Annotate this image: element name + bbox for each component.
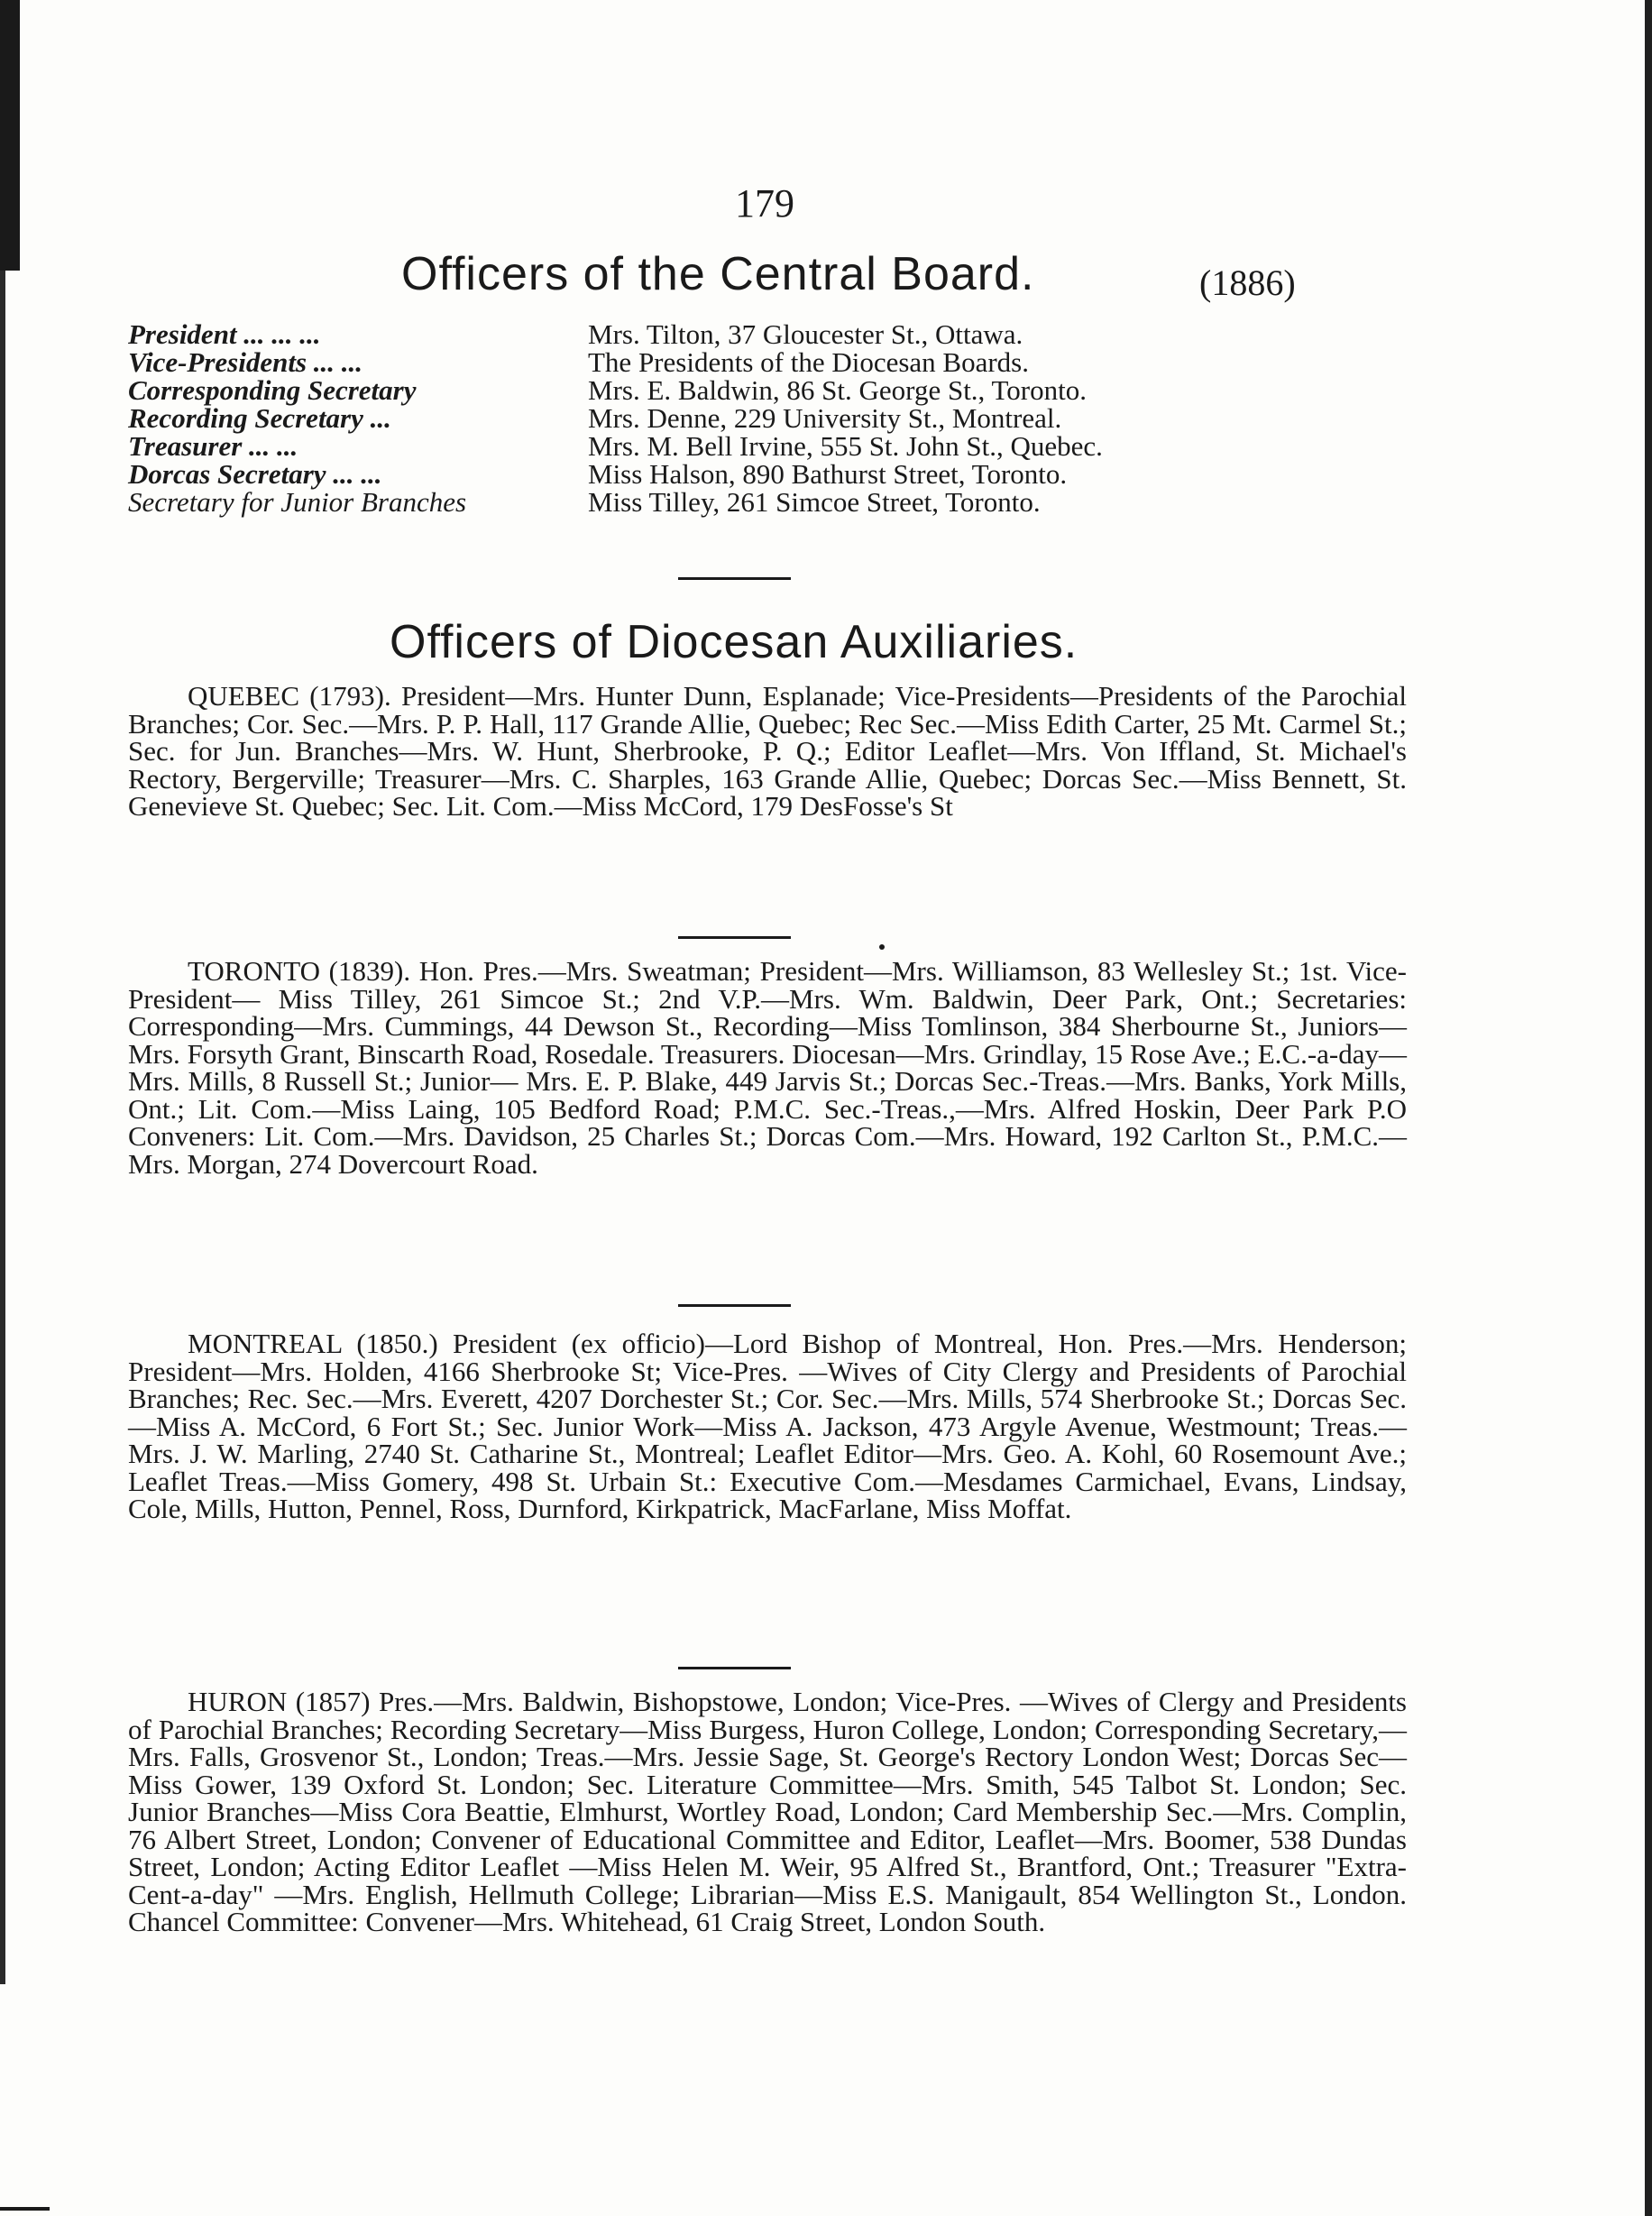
officer-role: Secretary for Junior Branches (128, 486, 467, 518)
officer-row (128, 460, 1336, 488)
toronto-section (128, 955, 1407, 1180)
section-divider (678, 936, 791, 939)
central-board-heading: Officers of the Central Board. (401, 248, 1035, 300)
officer-row (128, 404, 1336, 432)
page-number: 179 (735, 181, 794, 225)
officer-name: Mrs. E. Baldwin, 86 St. George St., Toronto. (588, 374, 1087, 406)
section-divider (678, 1304, 791, 1307)
officer-name: Miss Tilley, 261 Simcoe Street, Toronto. (588, 486, 1041, 518)
officer-role: President ... ... ... (128, 318, 321, 350)
officer-row (128, 376, 1336, 404)
officer-name: Miss Halson, 890 Bathurst Street, Toronto. (588, 458, 1068, 490)
scan-edge-left (0, 0, 20, 271)
officer-row (128, 432, 1336, 460)
officer-role: Vice-Presidents ... ... (128, 346, 363, 378)
central-board-year: (1886) (1199, 262, 1296, 303)
scan-edge-right (1645, 0, 1652, 2216)
section-divider (678, 1667, 791, 1669)
officer-role: Recording Secretary ... (128, 402, 391, 434)
officer-role: Treasurer ... ... (128, 430, 298, 462)
scan-bottom-mark (0, 2207, 50, 2211)
scan-edge-left-thin (0, 271, 5, 1984)
officer-name: Mrs. Denne, 229 University St., Montreal. (588, 402, 1062, 434)
officer-name: Mrs. M. Bell Irvine, 555 St. John St., Quebec. (588, 430, 1103, 462)
toronto-text: TORONTO (1839). Hon. Pres.—Mrs. Sweatman; President—Mrs. Williamson, 83 Wellesley St.; 1st. Vice-President— Miss Tilley, 261 Simcoe St.; 2nd V.P.—Mrs. Wm. Baldwin, Deer Park, Ont.; Secretaries: Corresponding—Mrs. Cummings, 44 Dewson St., Recording—Miss Tomlinson, 384 Sherbourne St., Juniors—Mrs. Forsyth Grant, Binscarth Road, Rosedale. Treasurers. Diocesan—Mrs. Grindlay, 15 Rose Ave.; E.C.-a-day—Mrs. Mills, 8 Russell St.; Junior— Mrs. E. P. Blake, 449 Jarvis St.; Dorcas Sec.-Treas.—Mrs. Banks, York Mills, Ont.; Lit. Com.—Miss Laing, 105 Bedford Road; P.M.C. Sec.-Treas.,—Mrs. Alfred Hoskin, Deer Park P.O Conveners: Lit. Com.—Mrs. Davidson, 25 Charles St.; Dorcas Com.—Mrs. Howard, 192 Carlton St., P.M.C.—Mrs. Morgan, 274 Dovercourt Road. (128, 955, 1407, 1180)
diocesan-heading: Officers of Diocesan Auxiliaries. (390, 616, 1078, 668)
section-divider (678, 577, 791, 580)
officer-name: Mrs. Tilton, 37 Gloucester St., Ottawa. (588, 318, 1023, 350)
huron-text: HURON (1857) Pres.—Mrs. Baldwin, Bishopstowe, London; Vice-Pres. —Wives of Clergy and Presidents of Parochial Branches; Recording Secretary—Miss Burgess, Huron College, London; Corresponding Secretary,—Mrs. Falls, Grosvenor St., London; Treas.—Mrs. Jessie Sage, St. George's Rectory London West; Dorcas Sec—Miss Gower, 139 Oxford St. London; Sec. Literature Committee—Mrs. Smith, 545 Talbot St. London; Sec. Junior Branches—Miss Cora Beattie, Elmhurst, Wortley Road, London; Card Membership Sec.—Mrs. Complin, 76 Albert Street, London; Convener of Educational Committee and Editor, Leaflet—Mrs. Boomer, 538 Dundas Street, London; Acting Editor Leaflet —Miss Helen M. Weir, 95 Alfred St., Brantford, Ont.; Treasurer "Extra-Cent-a-day" —Mrs. English, Hellmuth College; Librarian—Miss E.S. Manigault, 854 Wellington St., London. Chancel Committee: Convener—Mrs. Whitehead, 61 Craig Street, London South. (128, 1686, 1407, 1937)
officer-name: The Presidents of the Diocesan Boards. (588, 346, 1029, 378)
quebec-section (128, 680, 1407, 822)
montreal-text: MONTREAL (1850.) President (ex officio)—Lord Bishop of Montreal, Hon. Pres.—Mrs. Henderson; President—Mrs. Holden, 4166 Sherbrooke St; Vice-Pres. —Wives of City Clergy and Presidents of Parochial Branches; Rec. Sec.—Mrs. Everett, 4207 Dorchester St.; Cor. Sec.—Mrs. Mills, 574 Sherbrooke St.; Dorcas Sec.—Miss A. McCord, 6 Fort St.; Sec. Junior Work—Miss A. Jackson, 473 Argyle Avenue, Westmount; Treas.—Mrs. J. W. Marling, 2740 St. Catharine St., Montreal; Leaflet Editor—Mrs. Geo. A. Kohl, 60 Rosemount Ave.; Leaflet Treas.—Miss Gomery, 498 St. Urbain St.: Executive Com.—Mesdames Carmichael, Evans, Lindsay, Cole, Mills, Hutton, Pennel, Ross, Durnford, Kirkpatrick, MacFarlane, Miss Moffat. (128, 1328, 1407, 1524)
officer-row (128, 320, 1336, 348)
officer-role: Dorcas Secretary ... ... (128, 458, 382, 490)
quebec-text: QUEBEC (1793). President—Mrs. Hunter Dunn, Esplanade; Vice-Presidents—Presidents of the Parochial Branches; Cor. Sec.—Mrs. P. P. Hall, 117 Grande Allie, Quebec; Rec Sec.—Miss Edith Carter, 25 Mt. Carmel St.; Sec. for Jun. Branches—Mrs. W. Hunt, Sherbrooke, P. Q.; Editor Leaflet—Mrs. Von Iffland, St. Michael's Rectory, Bergerville; Treasurer—Mrs. C. Sharples, 163 Grande Allie, Quebec; Dorcas Sec.—Miss Bennett, St. Genevieve St. Quebec; Sec. Lit. Com.—Miss McCord, 179 DesFosse's St (128, 680, 1407, 822)
huron-section (128, 1688, 1407, 1936)
officer-row (128, 488, 1336, 516)
officer-row (128, 348, 1336, 376)
central-board-officers (128, 320, 1336, 516)
scan-speck (879, 944, 885, 950)
officer-role: Corresponding Secretary (128, 374, 417, 406)
montreal-section (128, 1330, 1407, 1523)
